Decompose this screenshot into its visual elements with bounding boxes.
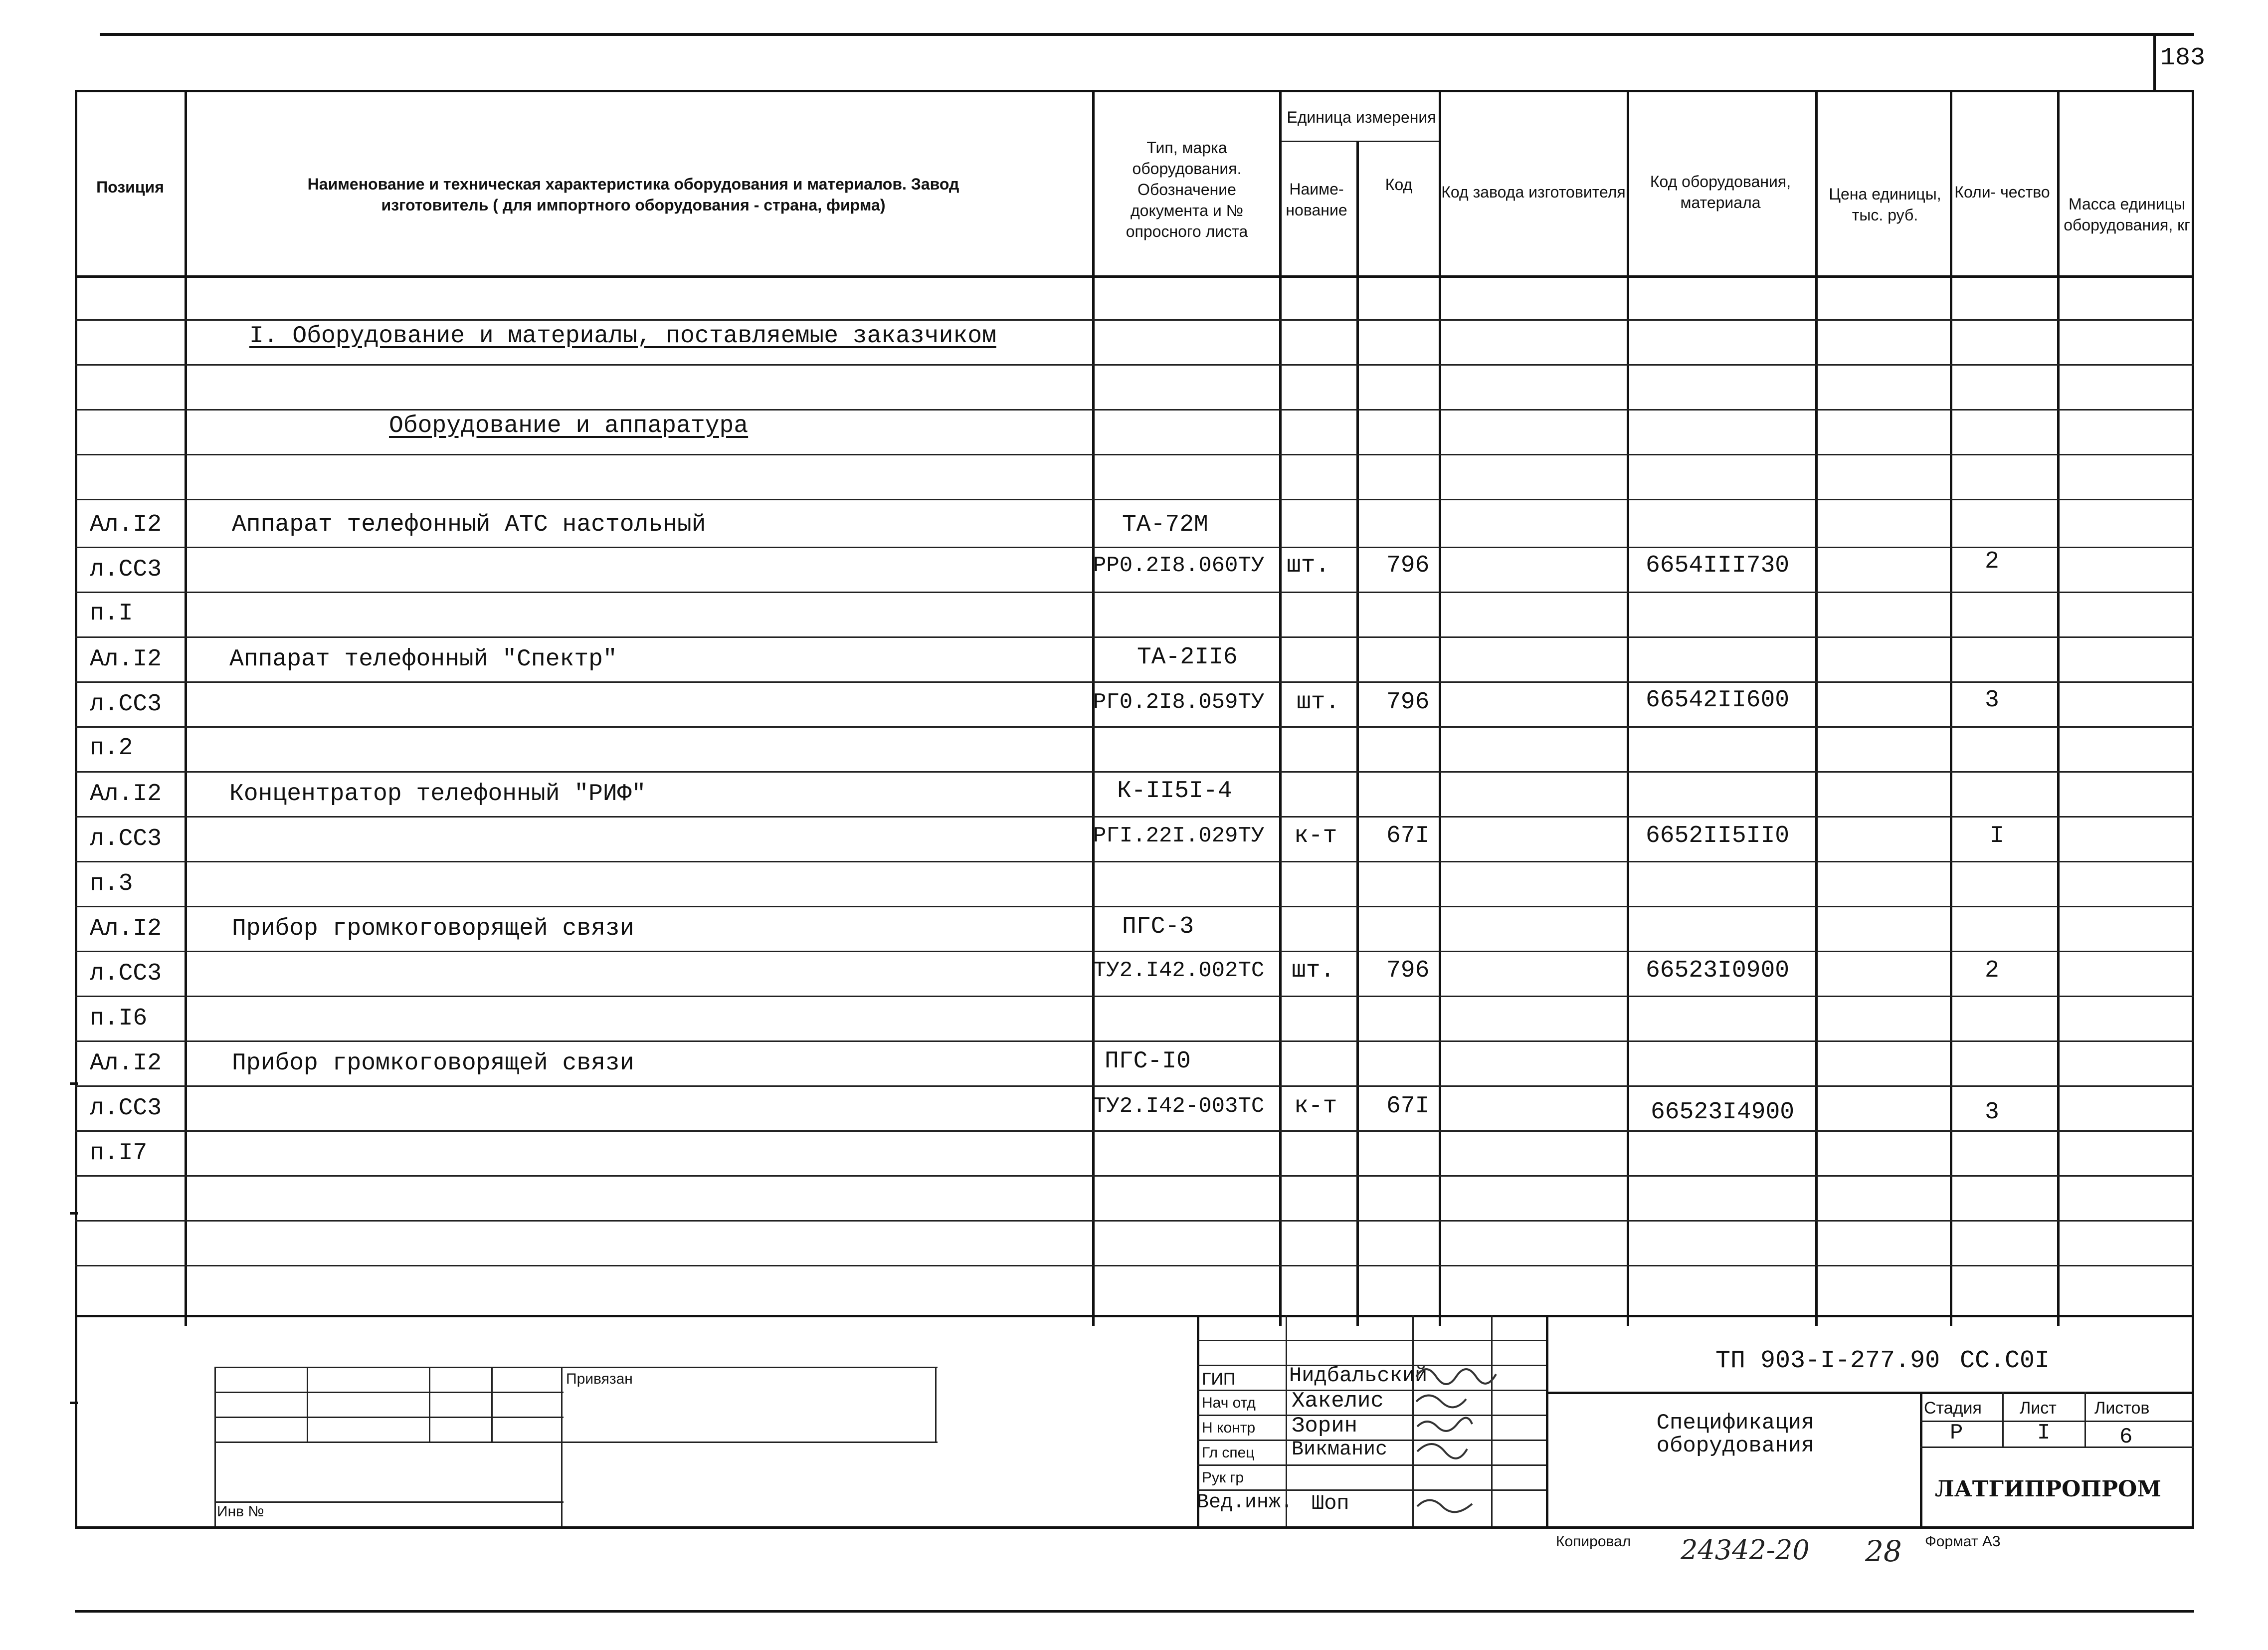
row-equipment-code: 6652II5II0 (1646, 823, 1790, 849)
col-line-quantity (2057, 90, 2060, 1326)
row-type: РГ0.2I8.059ТУ (1093, 690, 1265, 715)
role-nach-otd: Нач отд (1202, 1395, 1256, 1411)
sheets-value: 6 (2119, 1425, 2133, 1449)
header-position: Позиция (96, 178, 164, 196)
row-quantity: I (1990, 823, 2004, 849)
row-code: 796 (1386, 552, 1430, 579)
row-position: л.СС3 (90, 825, 162, 852)
stage-col-line (2002, 1392, 2004, 1446)
row-position: л.СС3 (90, 960, 162, 987)
row-unit: к-т (1294, 823, 1337, 849)
row-name: Прибор громкоговорящей связи (232, 915, 634, 942)
sheets-label: Листов (2094, 1399, 2150, 1418)
stamp-grid-line (214, 1392, 564, 1393)
organization: ЛАТГИПРОПРОМ (1935, 1476, 2162, 1502)
row-position: Ал.I2 (90, 646, 162, 673)
header-bottom-line (75, 275, 2194, 278)
row-code: 67I (1386, 823, 1430, 849)
row-type: РР0.2I8.060ТУ (1093, 553, 1265, 578)
row-line (75, 1265, 2194, 1266)
col-line-factory-code (1627, 90, 1629, 1326)
row-line (75, 861, 2194, 862)
header-factory-code: Код завода изготовителя (1441, 183, 1626, 201)
col-line-price (1950, 90, 1952, 1326)
role-ved-inzh: Вед.инж. (1197, 1491, 1293, 1514)
signature-stroke (1417, 1500, 1472, 1512)
format-label: Формат А3 (1925, 1533, 2001, 1550)
stamp-grid-line (307, 1367, 308, 1442)
signature-stroke (1416, 1396, 1466, 1408)
row-line (75, 409, 2194, 411)
header-mass: Масса единицы оборудования, кг (2064, 195, 2190, 234)
header-name: Наименование и техническая характеристика оборудования и материалов. Завод изготовитель ( для импортного оборудования - страна, фирма) (307, 175, 959, 214)
row-quantity: 3 (1985, 687, 1999, 714)
row-equipment-code: 6654III730 (1646, 552, 1790, 579)
stamp-grid-line (214, 1367, 938, 1368)
row-code: 796 (1386, 689, 1430, 716)
name-gip: Нидбальский (1289, 1364, 1428, 1388)
row-line (75, 454, 2194, 455)
row-line (75, 1130, 2194, 1132)
row-line (75, 592, 2194, 593)
unit-group-divider (1282, 141, 1441, 142)
row-position: п.I6 (90, 1005, 148, 1032)
name-nach-otd: Хакелис (1292, 1389, 1384, 1414)
row-position: Ал.I2 (90, 781, 162, 808)
doc-code: ТП 903-I-277.90 (1715, 1347, 1940, 1375)
row-quantity: 2 (1985, 957, 1999, 984)
copied-number: 24342-20 (1681, 1534, 1810, 1566)
stamp-grid-line (214, 1501, 564, 1503)
row-position: л.СС3 (90, 691, 162, 718)
row-unit: шт. (1297, 689, 1340, 716)
row-line (75, 499, 2194, 500)
row-equipment-code: 66523I0900 (1646, 957, 1790, 984)
row-equipment-code: 66542II600 (1646, 687, 1790, 714)
header-price: Цена единицы, тыс. руб. (1829, 185, 1941, 224)
row-type: ТУ2.I42.002ТС (1093, 958, 1265, 983)
row-line (75, 636, 2194, 638)
row-unit: к-т (1294, 1093, 1337, 1120)
row-line (75, 1175, 2194, 1177)
section-title: I. Оборудование и материалы, поставляемые заказчиком (249, 323, 996, 350)
privyazan-label: Привязан (566, 1371, 633, 1387)
row-type: ТА-72М (1122, 511, 1208, 538)
row-position: п.I7 (90, 1140, 148, 1167)
row-position: Ал.I2 (90, 1050, 162, 1077)
stamp-grid-line (429, 1367, 430, 1442)
name-n-kontr: Зорин (1292, 1414, 1358, 1439)
row-name: Прибор громкоговорящей связи (232, 1050, 634, 1077)
edge-tick (70, 1212, 78, 1215)
row-name: Концентратор телефонный "РИФ" (229, 781, 646, 808)
table-top-line (75, 90, 2194, 92)
edge-tick (70, 1082, 78, 1085)
sheet-value: I (2037, 1421, 2051, 1445)
stamp-grid-line (561, 1367, 563, 1526)
header-quantity: Коли- чество (1954, 183, 2050, 201)
header-unit-name: Наиме- нование (1286, 180, 1347, 219)
col-line-unit-name (1356, 141, 1359, 1326)
row-position: п.I (90, 600, 133, 627)
row-type: ТУ2.I42-003ТС (1093, 1094, 1265, 1119)
row-type: ТА-2II6 (1137, 644, 1238, 671)
signature-stroke (1416, 1369, 1496, 1384)
row-position: л.СС3 (90, 1095, 162, 1122)
row-line (75, 1220, 2194, 1222)
row-line (75, 364, 2194, 366)
page-number-box-left (2153, 33, 2156, 90)
row-line (75, 951, 2194, 952)
stamp-grid-line (214, 1442, 938, 1443)
row-type: РГI.22I.029ТУ (1093, 824, 1265, 848)
row-line (75, 771, 2194, 773)
row-position: п.3 (90, 870, 133, 897)
row-line (75, 319, 2194, 321)
name-ved-inzh: Шоп (1312, 1491, 1349, 1515)
row-unit: шт. (1287, 552, 1330, 579)
doc-title: Спецификация оборудования (1656, 1411, 1815, 1458)
signature-stroke (1417, 1444, 1467, 1458)
row-line (75, 816, 2194, 818)
col-line-type (1279, 90, 1282, 1326)
stamp-sign-row (1197, 1340, 1546, 1341)
stamp-grid-line (491, 1367, 493, 1442)
stage-col-line (2084, 1392, 2086, 1446)
row-type: ПГС-3 (1122, 913, 1194, 940)
row-line (75, 1085, 2194, 1087)
role-gl-spec: Гл спец (1202, 1444, 1255, 1461)
doc-suffix: СС.С0I (1960, 1347, 2050, 1375)
stamp-grid-line (214, 1417, 564, 1418)
col-line-position (185, 90, 187, 1326)
header-unit-code: Код (1385, 176, 1413, 194)
row-line (75, 906, 2194, 907)
row-position: л.СС3 (90, 556, 162, 583)
row-quantity: 3 (1985, 1099, 1999, 1126)
col-line-right (2192, 90, 2194, 1526)
row-unit: шт. (1292, 957, 1335, 984)
header-equipment-code: Код оборудования, материала (1650, 173, 1791, 211)
stamp-grid-line (214, 1367, 216, 1526)
stage-label: Стадия (1924, 1399, 1982, 1418)
sheet-label: Лист (2020, 1399, 2057, 1418)
stamp-grid-line (935, 1367, 937, 1442)
row-position: п.2 (90, 735, 133, 762)
page-number: 183 (2160, 44, 2206, 72)
row-type: К-II5I-4 (1117, 778, 1232, 805)
role-ruk-gr: Рук гр (1202, 1469, 1244, 1486)
doc-code-divider (1546, 1392, 2194, 1394)
row-line (75, 547, 2194, 548)
row-name: Аппарат телефонный АТС настольный (232, 511, 706, 538)
role-gip: ГИП (1202, 1370, 1236, 1389)
subsection-title: Оборудование и аппаратура (389, 412, 749, 439)
header-type: Тип, марка оборудования. Обозначение документа и № опросного листа (1126, 139, 1248, 240)
row-line (75, 681, 2194, 683)
stage-row-line (1920, 1446, 2194, 1448)
row-type: ПГС-I0 (1105, 1048, 1191, 1075)
inv-label: Инв № (217, 1503, 264, 1520)
doc-title-divider (1920, 1392, 1922, 1526)
edge-tick (70, 1402, 78, 1404)
signature-stroke (1417, 1418, 1472, 1431)
row-name: Аппарат телефонный "Спектр" (229, 646, 617, 673)
row-code: 796 (1386, 957, 1430, 984)
stage-value: Р (1950, 1421, 1963, 1445)
col-line-left (75, 90, 77, 1526)
row-line (75, 726, 2194, 728)
row-code: 67I (1386, 1093, 1430, 1120)
bottom-line (75, 1526, 2194, 1529)
row-position: Ал.I2 (90, 915, 162, 942)
role-n-kontr: Н контр (1202, 1420, 1256, 1436)
row-line (75, 996, 2194, 997)
col-line-unit-code (1439, 90, 1441, 1326)
col-line-equipment-code (1815, 90, 1818, 1326)
row-equipment-code: 66523I4900 (1651, 1099, 1795, 1126)
row-position: Ал.I2 (90, 511, 162, 538)
header-unit-group: Единица измерения (1287, 108, 1436, 126)
name-gl-spec: Викманис (1292, 1439, 1388, 1461)
page-bottom-line (75, 1610, 2194, 1613)
table-bottom-line (75, 1315, 2194, 1317)
page-mark: 28 (1865, 1534, 1902, 1568)
top-border (100, 33, 2194, 36)
copied-label: Копировал (1556, 1533, 1631, 1550)
row-line (75, 1040, 2194, 1042)
row-quantity: 2 (1985, 548, 1999, 575)
signatures (1411, 1357, 1561, 1526)
